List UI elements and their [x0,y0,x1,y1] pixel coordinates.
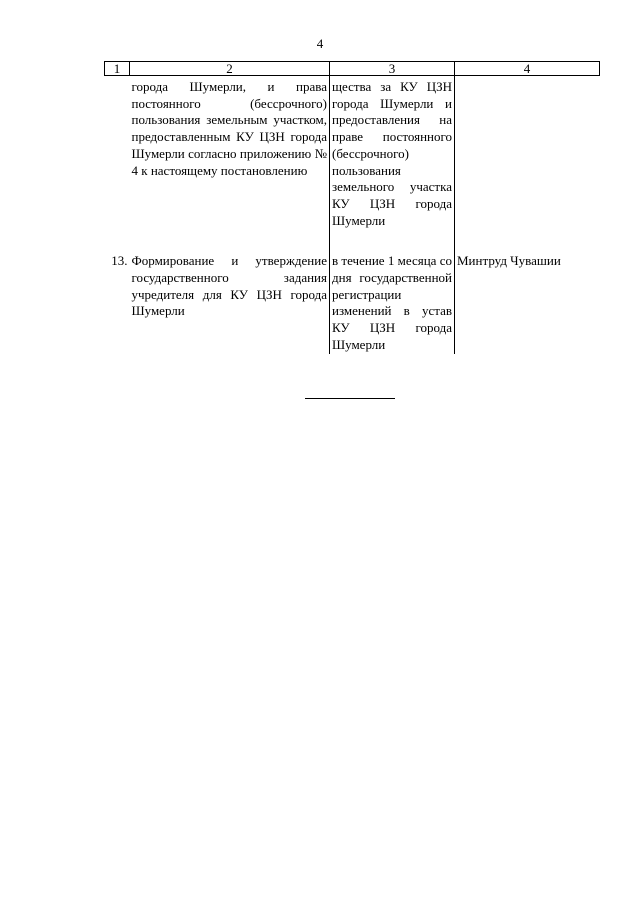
row-deadline: в течение 1 месяца со дня государственной регистрации изменений в устав КУ ЦЗН города Шумерли [330,253,455,353]
measures-table [104,61,600,354]
column-header-1: 1 [105,62,130,76]
page-number: 4 [316,36,324,51]
table-header-row [105,62,600,76]
row-responsible: Минтруд Чувашии [457,253,561,269]
column-header-3: 3 [330,62,455,76]
row-action: Формирование и утверждение государственного задания учредителя для КУ ЦЗН города Шумерли [130,253,330,353]
row-action: города Шумерли, и права постоянного (бессрочного) пользования земельным участком, предоставленным КУ ЦЗН города Шумерли согласно приложению № 4 к настоящему постановлению [130,76,330,254]
row-number: 13. [111,253,128,269]
column-header-2: 2 [130,62,330,76]
column-header-4: 4 [455,62,600,76]
table-row [105,76,600,254]
closing-divider [305,398,395,399]
row-number [105,76,130,254]
row-responsible [455,76,600,254]
row-deadline: щества за КУ ЦЗН города Шумерли и предоставления на праве постоянного (бессрочного) пользования земельного участка КУ ЦЗН города Шумерли [330,76,455,254]
table-row [105,253,600,353]
